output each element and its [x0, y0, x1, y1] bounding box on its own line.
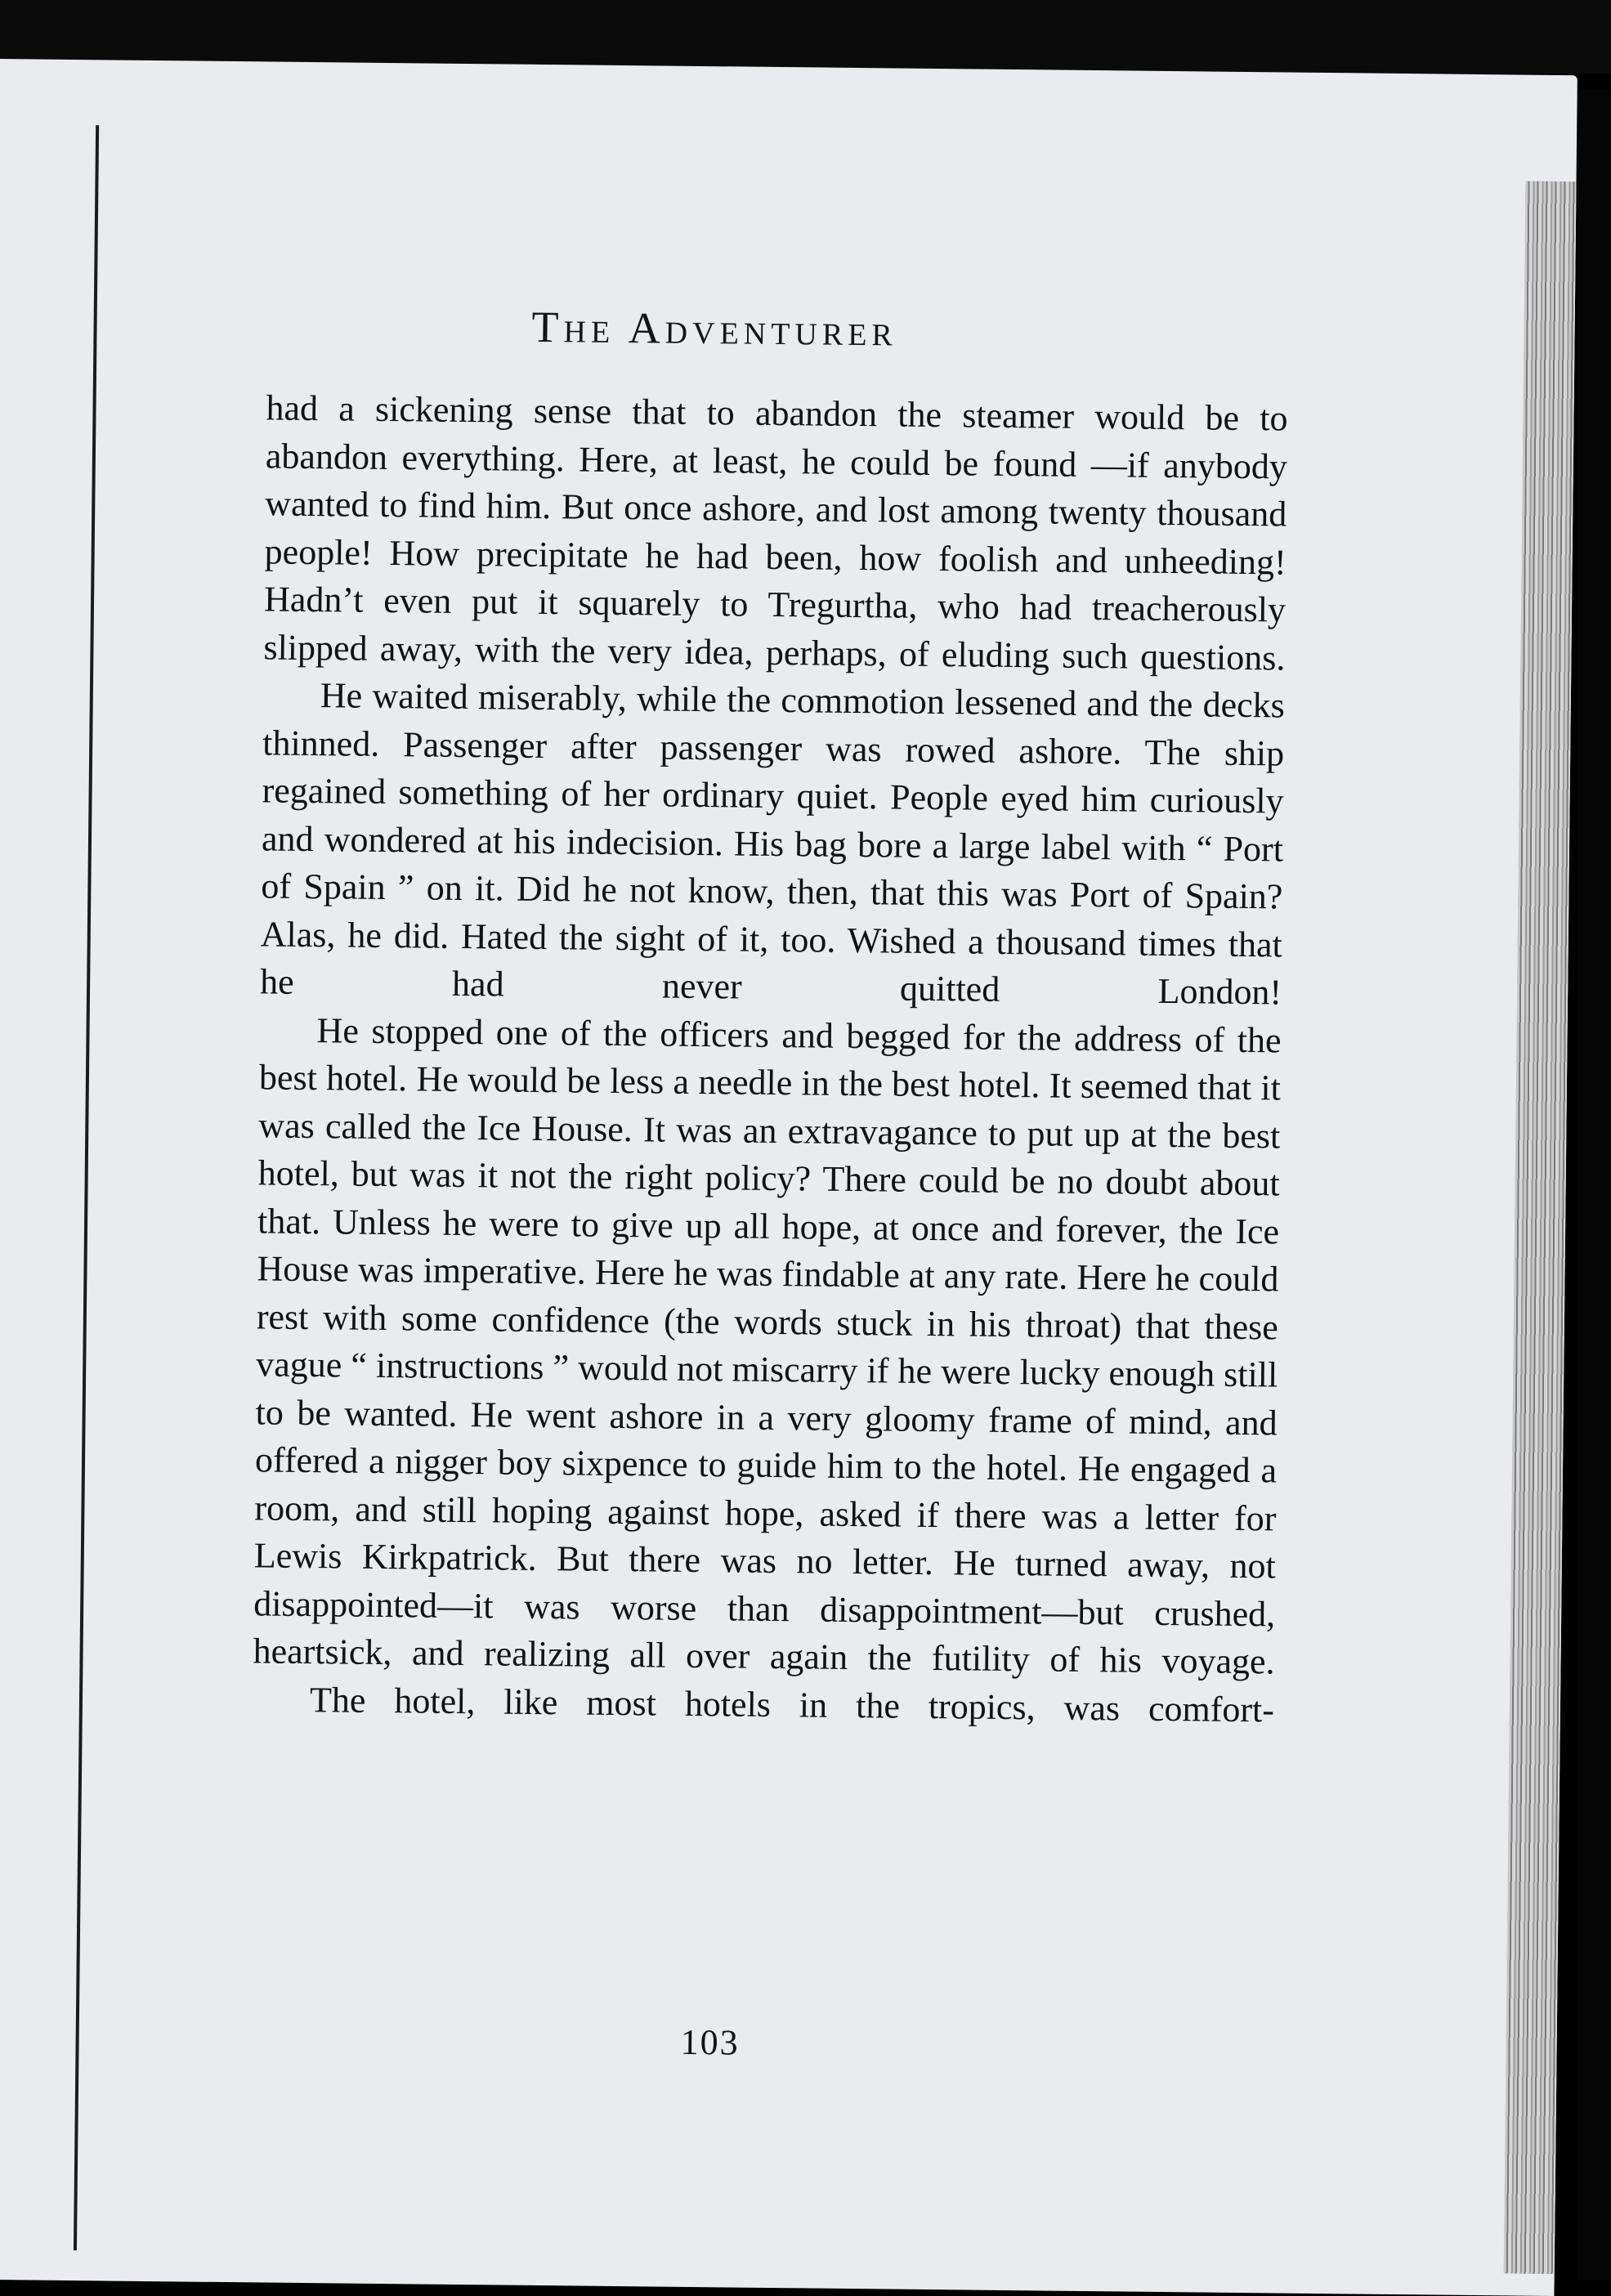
paragraph: He waited miserably, while the commotion lessened and the decks thinned. Passenger after passenger was rowed ashore. The ship regained something of her ordinary quiet. People eyed him curiously and wondered at his indecision. His bag bore a large label with “ Port of Spain ” on it. Did he not know, then, that this was Port of Spain? Alas, he did. Hated the sight of it, too. Wished a thousand times that he had never quitted London! — [259, 675, 1286, 1013]
paragraph: He stopped one of the officers and begged for the address of the best hotel. He would be less a needle in the best hotel. It seemed that it was called the Ice House. It was an extravagance to put up at the best hotel, but was it not the right policy? There could be no doubt about that. Unless he were to give up all hope, at once and forever, the Ice House was imperative. Here he was findable at any rate. Here he could rest with some confidence (the words stuck in his throat) that these vague “ instructions ” would not miscarry if he were lucky enough still to be wanted. He went ashore in a very gloomy frame of mind, and offered a nigger boy sixpence to guide him to the hotel. He engaged a room, and still hoping against hope, asked if there was a letter for Lewis Kirkpatrick. But there was no letter. He turned away, not disappointed—it was worse than disappointment—but crushed, heartsick, and realizing all over again the futility of his voyage. — [253, 1009, 1282, 1682]
scan-edge-shadow — [1577, 90, 1611, 2280]
paragraph: The hotel, like most hotels in the tropics, was comfort- — [309, 1679, 1275, 1730]
paragraph: had a sickening sense that to abandon the steamer would be to abandon everything. Here, at least, he could be found —if anybody wanted to find him. But once ashore, and lost among twenty thousand people! How precipitate he had been, how foolish and unheeding! Hadn’t even put it squarely to Tregurtha, who had treacherously slipped away, with the very idea, perhaps, of eluding such questions. — [263, 387, 1288, 678]
book-page — [0, 59, 1577, 2296]
page-gutter-line — [74, 125, 99, 2250]
running-head: The Adventurer — [531, 302, 898, 356]
page-edge-stack — [1504, 181, 1577, 2275]
body-text — [253, 384, 1288, 1734]
page-number: 103 — [680, 2021, 740, 2063]
